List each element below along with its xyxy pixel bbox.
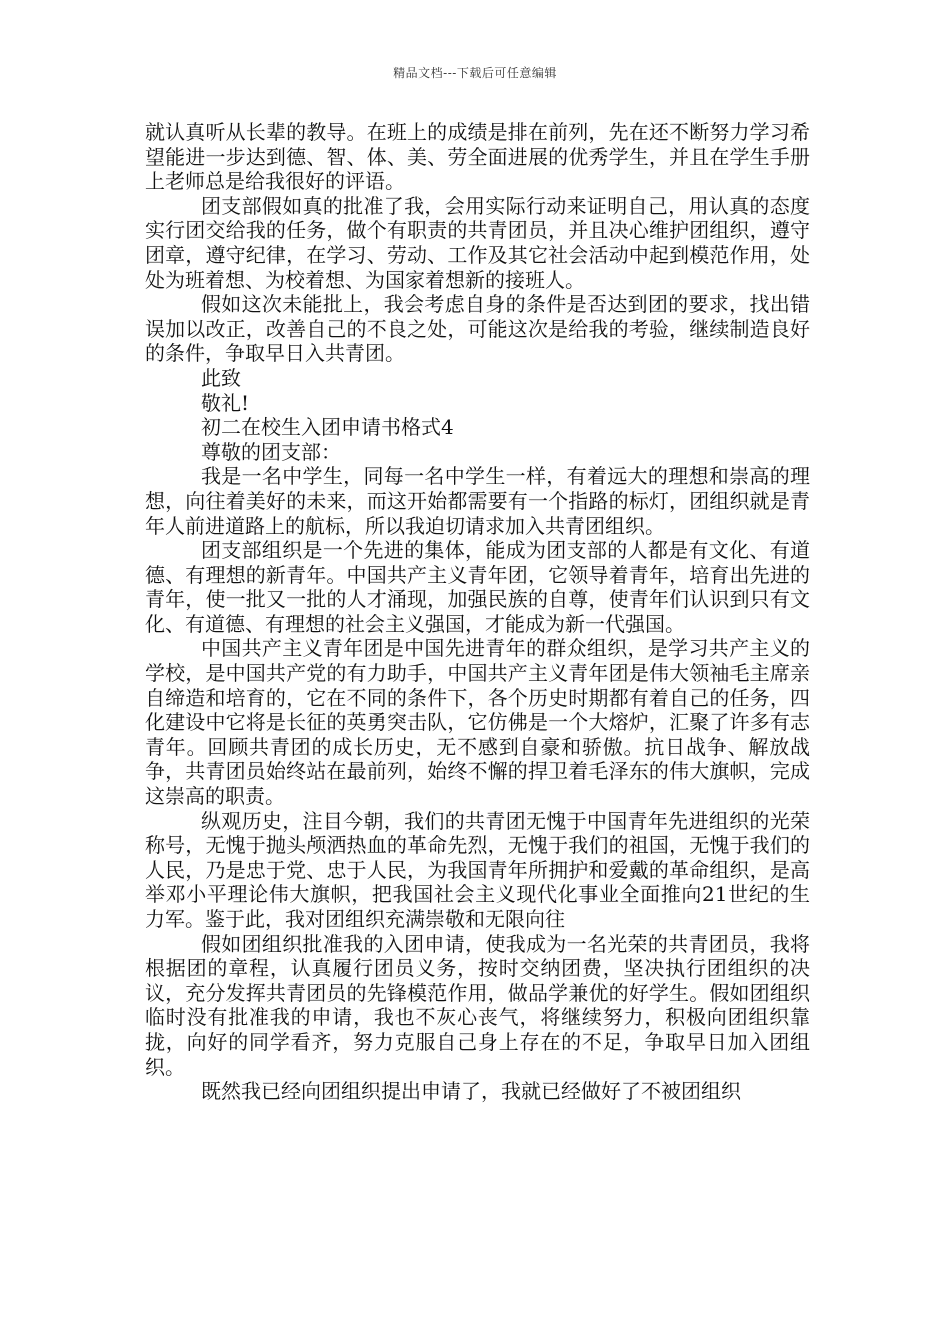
paragraph-12: 假如团组织批准我的入团申请，使我成为一名光荣的共青团员，我将根据团的章程，认真履行团员义务，按时交纳团费，坚决执行团组织的决议，充分发挥共青团员的先锋模范作用，做品学兼优的好学生。假如团组织临时没有批准我的申请，我也不灰心丧气，将继续努力，积极向团组织靠拢，向好的同学看齐，努力克服自己身上存在的不足，争取早日加入团组织。 — [145, 931, 810, 1079]
paragraph-2: 团支部假如真的批准了我，会用实际行动来证明自己，用认真的态度实行团交给我的任务，做个有职责的共青团员，并且决心维护团组织，遵守团章，遵守纪律，在学习、劳动、工作及其它社会活动中起到模范作用，处处为班着想、为校着想、为国家着想新的接班人。 — [145, 193, 810, 292]
page-header: 精品文档---下载后可任意编辑 — [393, 66, 557, 80]
paragraph-10: 中国共产主义青年团是中国先进青年的群众组织，是学习共产主义的学校，是中国共产党的有力助手，中国共产主义青年团是伟大领袖毛主席亲自缔造和培育的，它在不同的条件下，各个历史时期都有着自己的任务，四化建设中它将是长征的英勇突击队，它仿佛是一个大熔炉，汇聚了许多有志青年。回顾共青团的成长历史，无不感到自豪和骄傲。抗日战争、解放战争，共青团员始终站在最前列，始终不懈的捍卫着毛泽东的伟大旗帜，完成这崇高的职责。 — [145, 636, 810, 809]
paragraph-3: 假如这次未能批上，我会考虑自身的条件是否达到团的要求，找出错误加以改正，改善自己的不良之处，可能这次是给我的考验，继续制造良好的条件，争取早日入共青团。 — [145, 292, 810, 366]
paragraph-1: 就认真听从长辈的教导。在班上的成绩是排在前列，先在还不断努力学习希望能进一步达到德、智、体、美、劳全面进展的优秀学生，并且在学生手册上老师总是给我很好的评语。 — [145, 120, 810, 194]
paragraph-13: 既然我已经向团组织提出申请了，我就已经做好了不被团组织 — [201, 1079, 741, 1104]
paragraph-11: 纵观历史，注目今朝，我们的共青团无愧于中国青年先进组织的光荣称号，无愧于抛头颅洒热血的革命先烈，无愧于我们的祖国，无愧于我们的人民，乃是忠于党、忠于人民，为我国青年所拥护和爱戴的革命组织，是高举邓小平理论伟大旗帜，把我国社会主义现代化事业全面推向21世纪的生力军。鉴于此，我对团组织充满崇敬和无限向往 — [145, 808, 810, 931]
section-heading: 初二在校生入团申请书格式4 — [201, 415, 454, 440]
paragraph-9: 团支部组织是一个先进的集体，能成为团支部的人都是有文化、有道德、有理想的新青年。中国共产主义青年团，它领导着青年，培育出先进的青年，使一批又一批的人才涌现，加强民族的自尊，使青年们认识到只有文化、有道德、有理想的社会主义强国，才能成为新一代强国。 — [145, 538, 810, 636]
closing-salutation: 此致 — [201, 365, 241, 390]
paragraph-8: 我是一名中学生，同每一名中学生一样，有着远大的理想和崇高的理想，向往着美好的未来，而这开始都需要有一个指路的标灯，团组织就是青年人前进道路上的航标，所以我迫切请求加入共青团组织。 — [145, 464, 810, 538]
closing-regards: 敬礼! — [201, 390, 250, 415]
document-body — [145, 120, 810, 1104]
greeting: 尊敬的团支部： — [201, 439, 341, 464]
